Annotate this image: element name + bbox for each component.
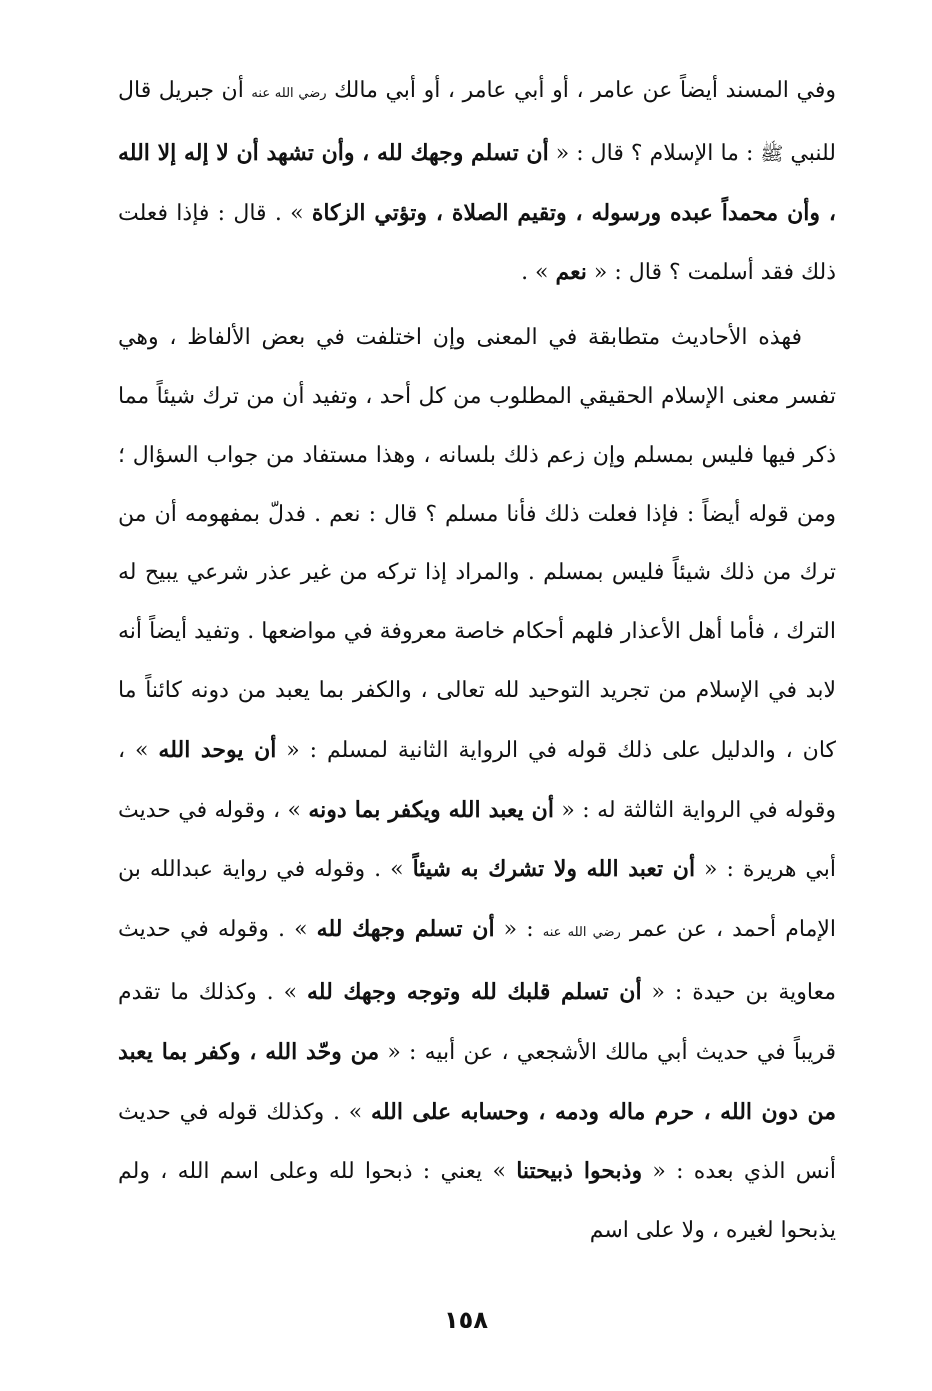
- text-segment: » .: [521, 260, 556, 286]
- quoted-hadith-text: أن تسلم وجهك لله ، وأن تشهد أن لا إله إلا الله ، وأن محمداً عبده ورسوله ، وتقيم الصلاة ، وتؤتي الزكاة: [118, 139, 836, 226]
- text-segment: أن جبريل قال للنبي: [118, 78, 837, 166]
- text-segment: » ، وقوله في حديث أبي هريرة : «: [118, 797, 836, 883]
- quoted-hadith-text: نعم: [555, 259, 587, 286]
- quoted-hadith-text: وذبحوا ذبيحتنا: [516, 1158, 643, 1185]
- page-number: ١٥٨: [444, 1306, 488, 1334]
- quoted-hadith-text: أن تسلم وجهك لله: [316, 916, 495, 943]
- text-segment: فهذه الأحاديث متطابقة في المعنى وإن اختلفت في بعض الألفاظ ، وهي تفسر معنى الإسلام الحقيقي المطلوب من كل أحد ، وتفيد أن من ترك شيئاً مما ذكر فيها فليس بمسلم وإن زعم ذلك بلسانه ، وهذا مستفاد من جواب السؤال ؛ ومن قوله أيضاً : فإذا فعلت ذلك فأنا مسلم ؟ قال : نعم . فدلّ بمفهومه أن من ترك من ذلك شيئاً فليس بمسلم . والمراد إذا تركه من غير عذر شرعي يبيح له الترك ، فأما أهل الأعذار فلهم أحكام خاصة معروفة في مواضعها . وتفيد أيضاً أنه لابد في الإسلام من تجريد التوحيد لله تعالى ، والكفر بما يعبد من دونه كائناً ما كان ، والدليل على ذلك قوله في الرواية الثانية لمسلم : «: [118, 325, 837, 763]
- quoted-hadith-text: من وحّد الله ، وكفر بما يعبد من دون الله ، حرم ماله ودمه ، وحسابه على الله: [118, 1038, 836, 1125]
- quoted-hadith-text: أن يوحد الله: [158, 736, 277, 763]
- text-segment: » ، وقوله في الرواية الثالثة له : «: [118, 737, 837, 823]
- text-segment: » . وقوله في حديث معاوية بن حيدة : «: [118, 917, 836, 1005]
- honorific-text: رضي الله عنه: [251, 86, 327, 101]
- text-segment: وفي المسند أيضاً عن عامر ، أو أبي عامر ، أو أبي مالك: [326, 78, 836, 103]
- text-segment: » . وكذلك ما تقدم قريباً في حديث أبي مالك الأشجعي ، عن أبيه : «: [118, 979, 836, 1065]
- text-segment: » . وقوله في رواية عبدالله بن الإمام أحمد ، عن عمر: [118, 857, 837, 943]
- text-segment: » . قال : فإذا فعلت ذلك فقد أسلمت ؟ قال : «: [118, 200, 836, 286]
- text-segment: » يعني : ذبحوا لله وعلى اسم الله ، ولم يذبحوا لغيره ، ولا على اسم: [118, 1159, 836, 1244]
- text-segment: » . وكذلك قوله في حديث أنس الذي بعده : «: [118, 1099, 837, 1185]
- text-segment: : ما الإسلام ؟ قال : «: [548, 140, 761, 166]
- quoted-hadith-text: أن يعبد الله ويكفر بما دونه: [308, 796, 554, 823]
- text-segment: : «: [494, 917, 543, 943]
- page-body: [118, 62, 836, 1261]
- honorific-text: رضي الله عنه: [542, 925, 621, 941]
- paragraph-2: [118, 309, 836, 1261]
- paragraph-1: [118, 62, 836, 303]
- salutation-glyph: ﷺ: [760, 142, 784, 165]
- quoted-hadith-text: أن تعبد الله ولا تشرك به شيئاً: [412, 856, 696, 883]
- quoted-hadith-text: أن تسلم قلبك لله وتوجه وجهك لله: [306, 978, 642, 1005]
